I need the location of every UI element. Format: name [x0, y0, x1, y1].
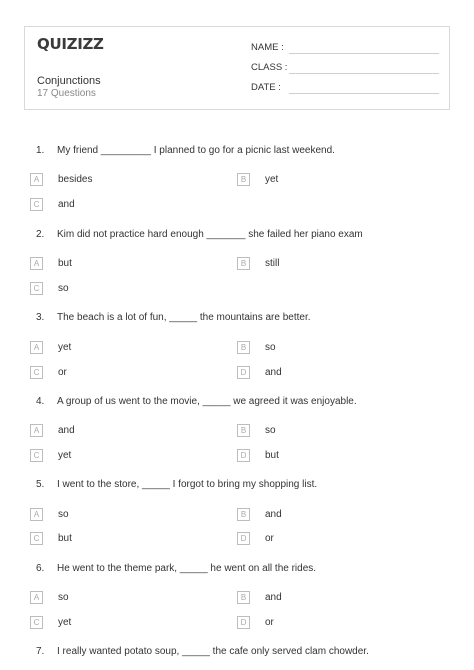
question-number: 4.	[36, 396, 45, 407]
option-text: so	[58, 592, 69, 603]
option-letter-box: C	[30, 198, 43, 211]
option-text: and	[265, 592, 282, 603]
question-text: I really wanted potato soup, _____ the cafe only served clam chowder.	[57, 646, 369, 657]
option-text: still	[265, 258, 280, 269]
option-letter-box: B	[237, 424, 250, 437]
question-text: A group of us went to the movie, _____ we agreed it was enjoyable.	[57, 396, 357, 407]
option-text: so	[58, 509, 69, 520]
option-letter-box: A	[30, 257, 43, 270]
question-number: 7.	[36, 646, 45, 657]
question-text: I went to the store, _____ I forgot to bring my shopping list.	[57, 479, 318, 490]
worksheet-header	[24, 26, 450, 110]
option-letter-box: B	[237, 341, 250, 354]
question-number: 6.	[36, 563, 45, 574]
question-text: Kim did not practice hard enough _______ she failed her piano exam	[57, 229, 363, 240]
option-letter-box: D	[237, 616, 250, 629]
date-label: DATE :	[251, 82, 281, 93]
option-text: yet	[58, 342, 72, 353]
option-text: so	[265, 342, 276, 353]
question-text: The beach is a lot of fun, _____ the mountains are better.	[57, 312, 311, 323]
question-number: 3.	[36, 312, 45, 323]
question-number: 5.	[36, 479, 45, 490]
question-count: 17 Questions	[37, 88, 96, 99]
option-text: but	[265, 450, 279, 461]
option-text: yet	[58, 450, 72, 461]
option-letter-box: A	[30, 508, 43, 521]
option-letter-box: D	[237, 366, 250, 379]
option-letter-box: D	[237, 532, 250, 545]
question-text: My friend _________ I planned to go for a picnic last weekend.	[57, 145, 335, 156]
option-letter-box: B	[237, 508, 250, 521]
option-letter-box: B	[237, 173, 250, 186]
option-text: or	[265, 617, 274, 628]
option-text: so	[58, 283, 69, 294]
class-label: CLASS :	[251, 62, 288, 73]
quizizz-logo: QUIZIZZ	[37, 35, 104, 53]
option-text: besides	[58, 174, 93, 185]
option-letter-box: C	[30, 532, 43, 545]
option-text: or	[265, 533, 274, 544]
option-text: or	[58, 367, 67, 378]
option-letter-box: C	[30, 449, 43, 462]
date-line	[289, 93, 439, 94]
option-text: and	[58, 425, 75, 436]
option-text: but	[58, 258, 72, 269]
option-text: but	[58, 533, 72, 544]
option-text: so	[265, 425, 276, 436]
option-letter-box: A	[30, 173, 43, 186]
option-text: yet	[265, 174, 279, 185]
option-text: and	[58, 199, 75, 210]
option-letter-box: B	[237, 591, 250, 604]
option-letter-box: C	[30, 616, 43, 629]
name-line	[289, 53, 439, 54]
option-letter-box: A	[30, 591, 43, 604]
option-letter-box: B	[237, 257, 250, 270]
option-letter-box: C	[30, 282, 43, 295]
option-letter-box: D	[237, 449, 250, 462]
option-text: and	[265, 367, 282, 378]
worksheet-title: Conjunctions	[37, 75, 101, 87]
question-number: 2.	[36, 229, 45, 240]
class-line	[289, 73, 439, 74]
option-letter-box: A	[30, 341, 43, 354]
option-text: yet	[58, 617, 72, 628]
question-text: He went to the theme park, _____ he went on all the rides.	[57, 563, 317, 574]
name-label: NAME :	[251, 42, 284, 53]
question-number: 1.	[36, 145, 45, 156]
option-text: and	[265, 509, 282, 520]
option-letter-box: A	[30, 424, 43, 437]
option-letter-box: C	[30, 366, 43, 379]
